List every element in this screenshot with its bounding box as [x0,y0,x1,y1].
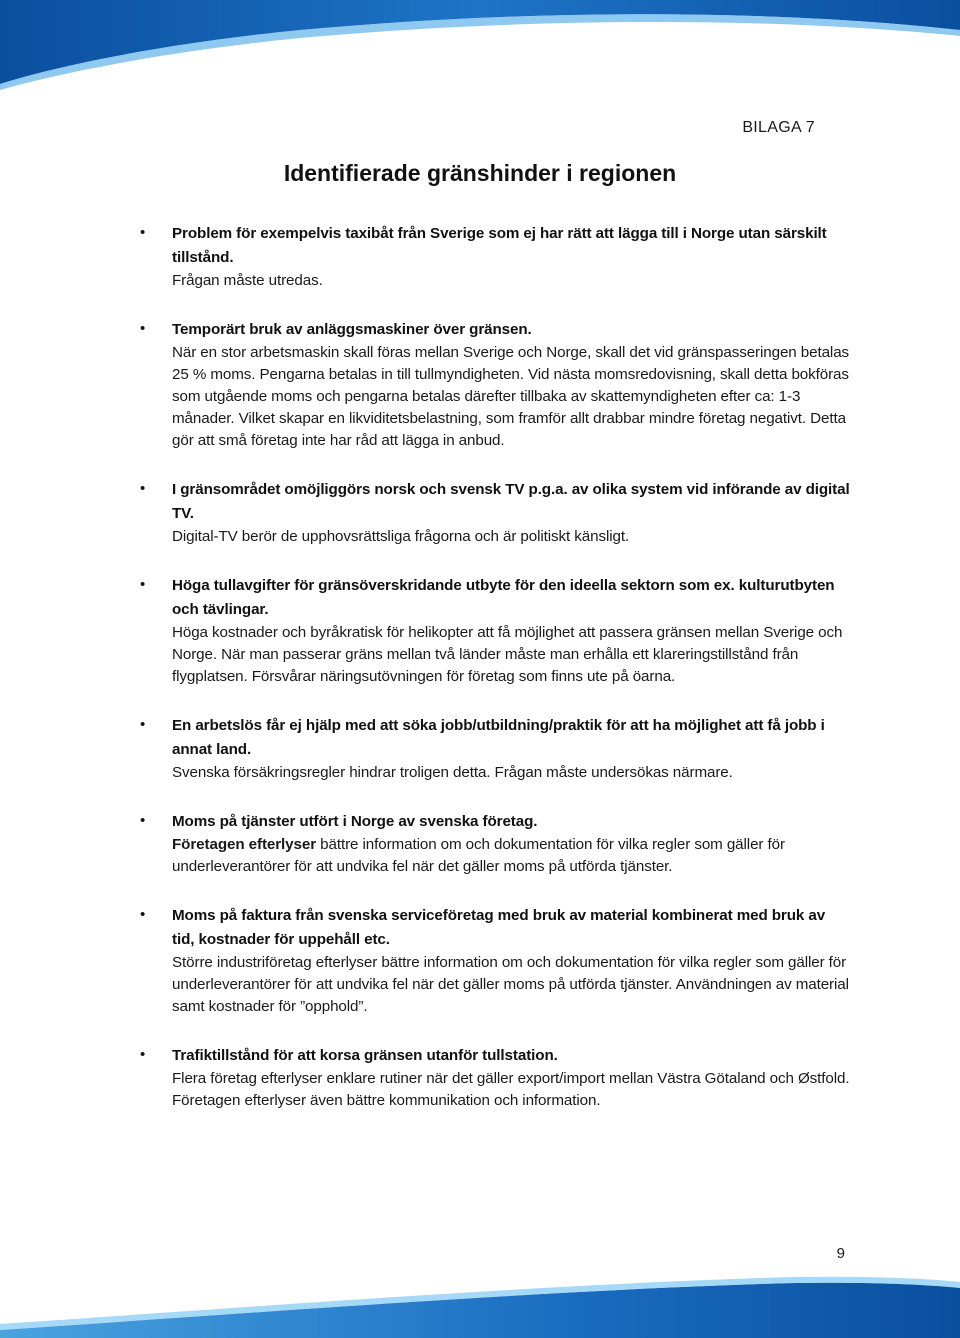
bullet: • [140,224,146,241]
item-heading: Höga tullavgifter för gränsöverskridande utbyte för den ideella sektorn som ex. kulturutbyten och tävlingar. [172,577,835,618]
item-body-text: Frågan måste utredas. [172,272,323,289]
item-heading: Trafiktillstånd för att korsa gränsen utanför tullstation. [172,1047,558,1064]
list-item [140,1044,850,1112]
bullet: • [140,480,146,497]
bullet: • [140,320,146,337]
appendix-label: BILAGA 7 [742,119,815,136]
list-item [140,810,850,878]
item-heading: En arbetslös får ej hjälp med att söka jobb/utbildning/praktik för att ha möjlighet att få jobb i annat land. [172,717,825,758]
item-heading: I gränsområdet omöjliggörs norsk och svensk TV p.g.a. av olika system vid införande av digital TV. [172,481,850,522]
item-body [172,270,850,292]
item-heading: Temporärt bruk av anläggsmaskiner över gränsen. [172,321,532,338]
list-item [140,478,850,548]
item-body-text: Större industriföretag efterlyser bättre information om och dokumentation för vilka regler som gäller för underleverantörer för att undvika fel när det gäller moms på utförda tjänster. Användningen av material samt kostnader för ”opphold”. [172,954,849,1015]
item-body-text: Höga kostnader och byråkratisk för helikopter att få möjlighet att passera gränsen mellan Sverige och Norge. När man passerar gräns mellan två länder måste man erhålla ett klareringstillstånd från flygplatsen. Försvårar näringsutövningen för företag som finns ute på öarna. [172,624,843,685]
item-body [172,834,850,878]
item-body-text: Flera företag efterlyser enklare rutiner när det gäller export/import mellan Västra Götaland och Østfold. Företagen efterlyser även bättre kommunikation och information. [172,1070,850,1109]
list-item [140,714,850,784]
item-body-text: När en stor arbetsmaskin skall föras mellan Sverige och Norge, skall det vid gränspasseringen betalas 25 % moms. Pengarna betalas in till tullmyndigheten. Vid nästa momsredovisning, skall detta bokföras som utgående moms och pengarna betalas därefter tillbaka av skattemyndigheten efter ca: 1-3 månader. Vilket skapar en likviditetsbelastning, som framför allt drabbar mindre företag negativt. Detta gör att små företag inte har råd att lägga in anbud. [172,344,850,449]
item-body-text: bättre information om och dokumentation för vilka regler som gäller för underleverantörer för att undvika fel när det gäller moms på utförda tjänster. [172,836,785,875]
bullet: • [140,716,146,733]
bullet: • [140,906,146,923]
list-item [140,222,850,292]
item-body [172,622,850,688]
item-body [172,762,850,784]
item-body [172,952,850,1018]
page-title: Identifierade gränshinder i regionen [283,160,677,186]
item-body [172,342,850,452]
issue-list [140,222,850,1138]
item-heading: Moms på tjänster utfört i Norge av svenska företag. [172,813,538,830]
list-item [140,904,850,1018]
list-item [140,574,850,688]
item-heading: Problem för exempelvis taxibåt från Sverige som ej har rätt att lägga till i Norge utan särskilt tillstånd. [172,225,827,266]
bullet: • [140,576,146,593]
item-body-text: Svenska försäkringsregler hindrar troligen detta. Frågan måste undersökas närmare. [172,764,733,781]
item-body [172,1068,850,1112]
item-body-lead: Företagen efterlyser [172,836,317,853]
list-item [140,318,850,452]
item-body-text: Digital-TV berör de upphovsrättsliga frågorna och är politiskt känsligt. [172,528,630,545]
item-heading: Moms på faktura från svenska serviceföretag med bruk av material kombinerat med bruk av tid, kostnader för uppehåll etc. [172,907,826,948]
footer-wave-decoration [0,1258,960,1338]
item-body [172,526,850,548]
bullet: • [140,1046,146,1063]
bullet: • [140,812,146,829]
header-wave-decoration [0,0,960,90]
page-number: 9 [836,1245,845,1262]
